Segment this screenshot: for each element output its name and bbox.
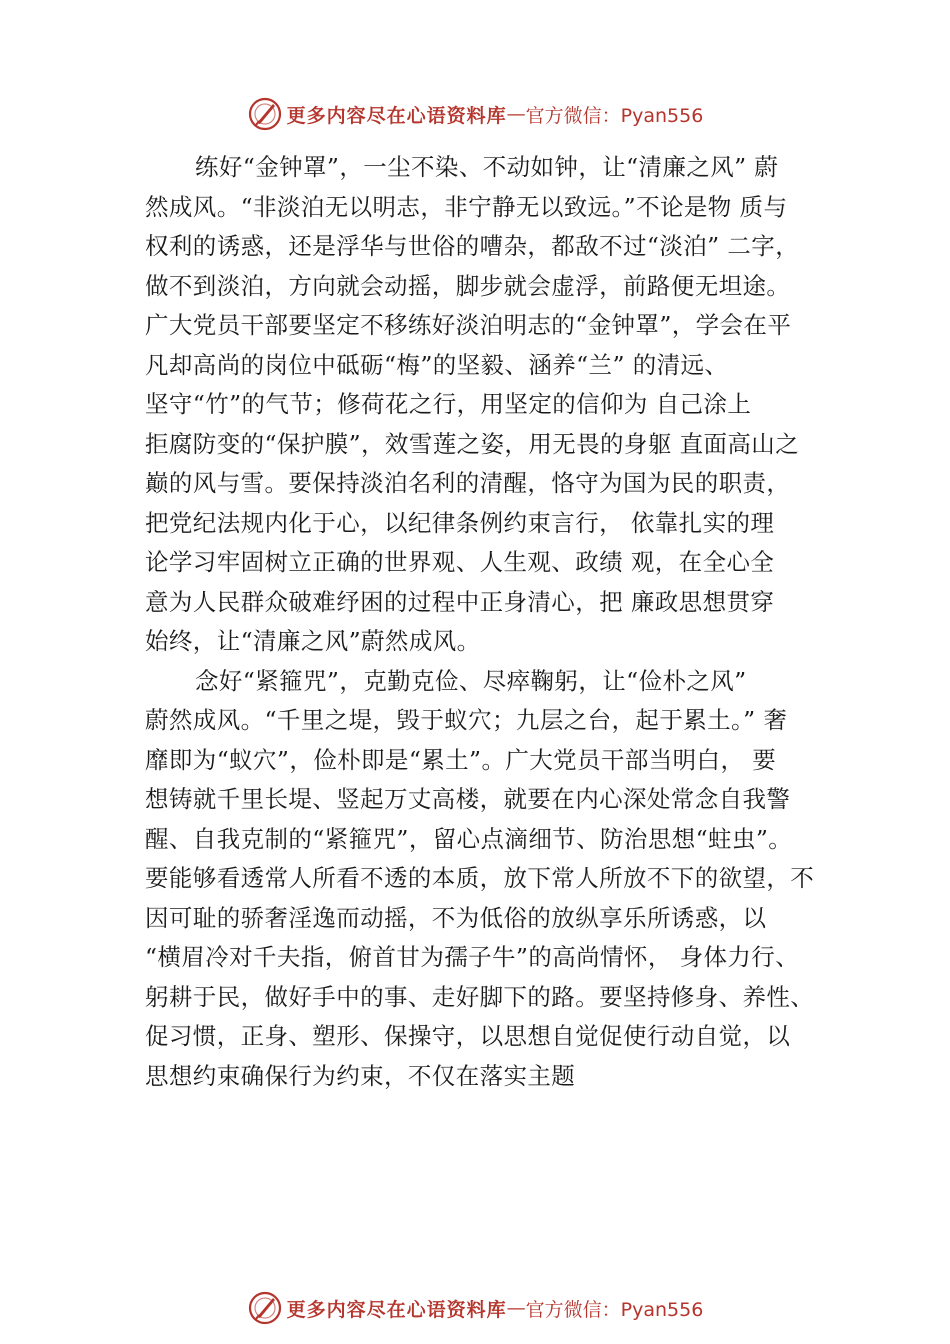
text-line: 思想约束确保行为约束，不仅在落实主题 [145, 1061, 576, 1090]
quill-logo-icon [247, 96, 283, 132]
text-line: 权利的诱惑，还是浮华与世俗的嘈杂，都敌不过“淡泊” 二字， [145, 232, 800, 260]
text-line: 论学习牢固树立正确的世界观、人生观、政绩 观，在全心全 [145, 548, 775, 576]
banner-separator: — [506, 103, 526, 125]
text-line: 意为人民群众破难纾困的过程中正身清心，把 廉政思想贯穿 [145, 587, 775, 616]
text-line: 蔚然成风。“千里之堤，毁于蚁穴；九层之台，起于累土。” 奢 [145, 706, 788, 734]
text-line: 醒、自我克制的“紧箍咒”，留心点滴细节、防治思想“蛀虫”。 [145, 824, 793, 853]
text-line: 坚守“竹”的气节；修荷花之行，用坚定的信仰为 自己涂上 [145, 390, 752, 418]
text-line: 练好“金钟罩”，一尘不染、不动如钟，让“清廉之风” 蔚 [195, 153, 779, 181]
text-line: 做不到淡泊，方向就会动摇，脚步就会虚浮，前路便无坦途。 [145, 271, 791, 300]
text-line: 念好“紧箍咒”，克勤克俭、尽瘁鞠躬，让“俭朴之风” [195, 666, 747, 695]
banner-title: 更多内容尽在心语资料库 [286, 1298, 507, 1321]
text-line: 广大党员干部要坚定不移练好淡泊明志的“金钟罩”，学会在平 [145, 311, 792, 339]
text-line: 凡却高尚的岗位中砥砺“梅”的坚毅、涵养“兰” 的清远、 [145, 350, 729, 379]
text-line: “横眉冷对千夫指，俯首甘为孺子牛”的高尚情怀， 身体力行、 [145, 943, 800, 971]
text-line: 靡即为“蚁穴”，俭朴即是“累土”。广大党员干部当明白， 要 [145, 745, 777, 774]
text-line: 把党纪法规内化于心，以纪律条例约束言行， 依靠扎实的理 [145, 508, 775, 537]
header-banner [0, 94, 950, 134]
text-line: 因可耻的骄奢淫逸而动摇，不为低俗的放纵享乐所诱惑，以 [145, 903, 767, 932]
document-body [145, 148, 835, 1096]
banner-wechat: 官方微信：Pyan556 [525, 104, 704, 127]
text-line: 拒腐防变的“保护膜”，效雪莲之姿，用无畏的身躯 直面高山之 [145, 429, 800, 458]
text-line: 促习惯，正身、塑形、保操守，以思想自觉促使行动自觉，以 [145, 1022, 791, 1050]
text-line: 要能够看透常人所看不透的本质，放下常人所放不下的欲望，不 [145, 864, 815, 892]
quill-logo-icon [247, 1290, 283, 1326]
text-line: 躬耕于民，做好手中的事、走好脚下的路。要坚持修身、养性、 [145, 982, 815, 1011]
footer-banner [0, 1288, 950, 1328]
text-line: 然成风。“非淡泊无以明志，非宁静无以致远。”不论是物 质与 [145, 192, 788, 221]
text-line: 想铸就千里长堤、竖起万丈高楼，就要在内心深处常念自我警 [145, 785, 791, 813]
banner-title: 更多内容尽在心语资料库 [286, 104, 507, 127]
text-line: 始终，让“清廉之风”蔚然成风。 [145, 627, 481, 655]
text-line: 巅的风与雪。要保持淡泊名利的清醒，恪守为国为民的职责， [145, 469, 791, 497]
banner-separator: — [506, 1297, 526, 1319]
banner-wechat: 官方微信：Pyan556 [525, 1298, 704, 1321]
